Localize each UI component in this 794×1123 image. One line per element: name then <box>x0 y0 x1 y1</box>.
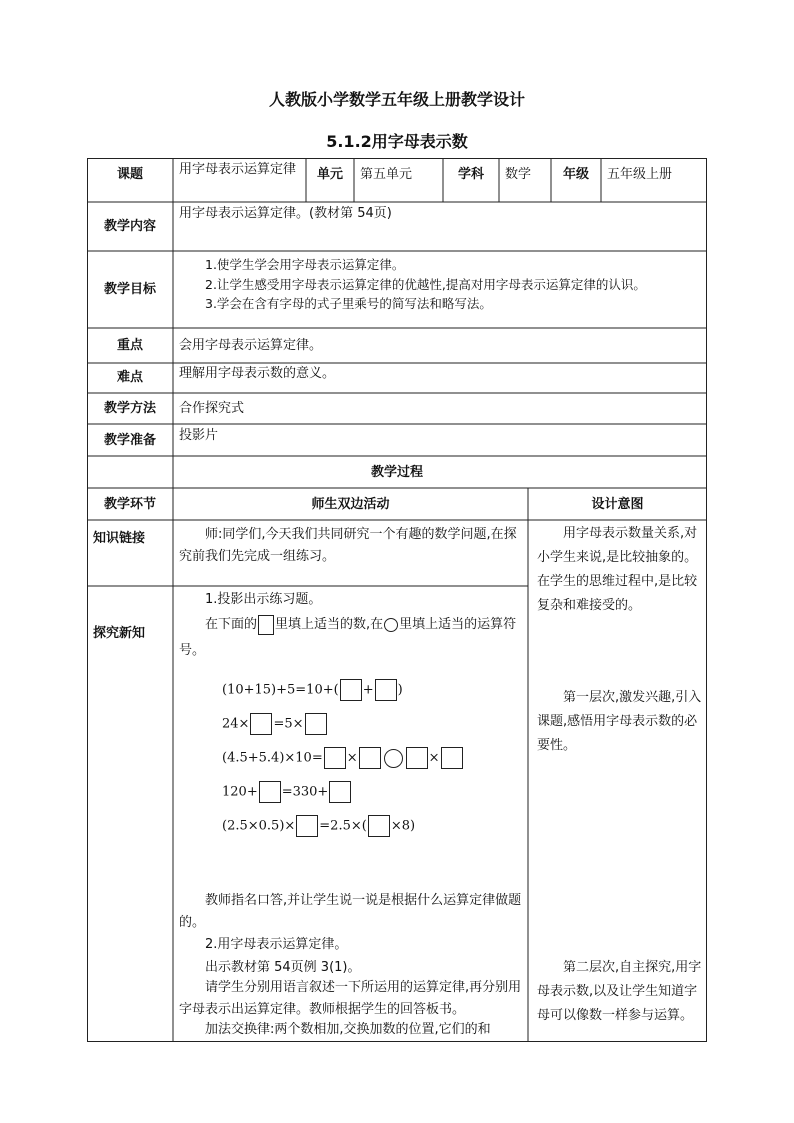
lesson-label: 课题 <box>116 167 143 182</box>
paragraph-oral-answer: 教师指名口答,并让学生说一说是根据什么运算定律做题的。 <box>179 893 522 930</box>
stage-knowledge-link-activity: 师:同学们,今天我们共同研究一个有趣的数学问题,在探究前我们先完成一组练习。 <box>179 527 517 564</box>
goal-1: 1.使学生学会用字母表示运算定律。 <box>205 257 405 272</box>
intent-layer-1: 第一层次,激发兴趣,引入课题,感悟用字母表示数的必要性。 <box>537 690 702 753</box>
paragraph-student-narration: 请学生分别用语言叙述一下所运用的运算定律,再分别用字母表示出运算定律。教师根据学生的回答板书。 <box>179 980 522 1017</box>
content-value: 用字母表示运算定律。(教材第 54页) <box>179 206 392 221</box>
lesson-plan-table <box>87 158 707 1042</box>
blank-circle-icon <box>384 618 398 632</box>
process-title: 教学过程 <box>370 465 423 480</box>
answer-box[interactable] <box>368 815 390 837</box>
answer-box[interactable] <box>296 815 318 837</box>
col-intent-header: 设计意图 <box>591 497 644 512</box>
goal-2: 2.让学生感受用字母表示运算定律的优越性,提高对用字母表示运算定律的认识。 <box>205 277 646 292</box>
document-title: 人教版小学数学五年级上册教学设计 <box>268 90 525 109</box>
instruction-text: 在下面的 里填上适当的数,在 里填上适当的运算符号。 <box>179 612 525 664</box>
subject-value: 数学 <box>505 167 532 182</box>
answer-box[interactable] <box>375 679 397 701</box>
content-label: 教学内容 <box>103 219 156 234</box>
answer-box[interactable] <box>340 679 362 701</box>
goals-label: 教学目标 <box>103 282 156 297</box>
goal-3: 3.学会在含有字母的式子里乘号的简写法和略写法。 <box>205 296 492 311</box>
blank-box-icon <box>258 615 274 635</box>
unit-label: 单元 <box>316 167 343 182</box>
subject-label: 学科 <box>457 167 484 182</box>
prep-value: 投影片 <box>179 428 219 443</box>
difficulty-label: 难点 <box>116 370 143 385</box>
difficulty-value: 理解用字母表示数的意义。 <box>179 366 336 381</box>
document-subtitle: 5.1.2用字母表示数 <box>326 132 468 151</box>
paragraph-textbook-example: 出示教材第 54页例 3(1)。 <box>205 960 361 975</box>
equation-1: (10+15)+5=10+( + ) <box>222 679 403 701</box>
answer-box[interactable] <box>305 713 327 735</box>
key-point-label: 重点 <box>116 338 143 353</box>
col-activity-header: 师生双边活动 <box>311 497 390 512</box>
step-1-text: 1.投影出示练习题。 <box>205 592 322 607</box>
stage-explore-label: 探究新知 <box>93 626 146 641</box>
method-label: 教学方法 <box>103 401 156 416</box>
grade-label: 年级 <box>562 167 589 182</box>
operator-circle[interactable] <box>384 749 403 768</box>
answer-box[interactable] <box>324 747 346 769</box>
grade-value: 五年级上册 <box>607 167 673 182</box>
intent-layer-2: 第二层次,自主探究,用字母表示数,以及让学生知道字母可以像数一样参与运算。 <box>537 960 702 1023</box>
stage-knowledge-link-label: 知识链接 <box>93 531 146 546</box>
unit-value: 第五单元 <box>360 167 413 182</box>
stage-knowledge-link-intent: 用字母表示数量关系,对小学生来说,是比较抽象的。在学生的思维过程中,是比较复杂和难接受的。 <box>537 526 698 613</box>
step-2-text: 2.用字母表示运算定律。 <box>205 937 348 952</box>
paragraph-addition-commutative: 加法交换律:两个数相加,交换加数的位置,它们的和 <box>205 1022 491 1037</box>
equation-5: (2.5×0.5)× =2.5×( ×8) <box>222 815 415 837</box>
method-value: 合作探究式 <box>179 401 245 416</box>
col-stage-header: 教学环节 <box>103 497 156 512</box>
equation-3: (4.5+5.4)×10= × × <box>222 747 464 769</box>
equation-4: 120+ =330+ <box>222 781 352 803</box>
answer-box[interactable] <box>441 747 463 769</box>
answer-box[interactable] <box>329 781 351 803</box>
key-point-value: 会用字母表示运算定律。 <box>179 338 323 353</box>
lesson-value: 用字母表示运算定律 <box>179 162 297 177</box>
prep-label: 教学准备 <box>103 433 156 448</box>
equation-2: 24× =5× <box>222 713 328 735</box>
answer-box[interactable] <box>250 713 272 735</box>
answer-box[interactable] <box>259 781 281 803</box>
answer-box[interactable] <box>359 747 381 769</box>
answer-box[interactable] <box>406 747 428 769</box>
